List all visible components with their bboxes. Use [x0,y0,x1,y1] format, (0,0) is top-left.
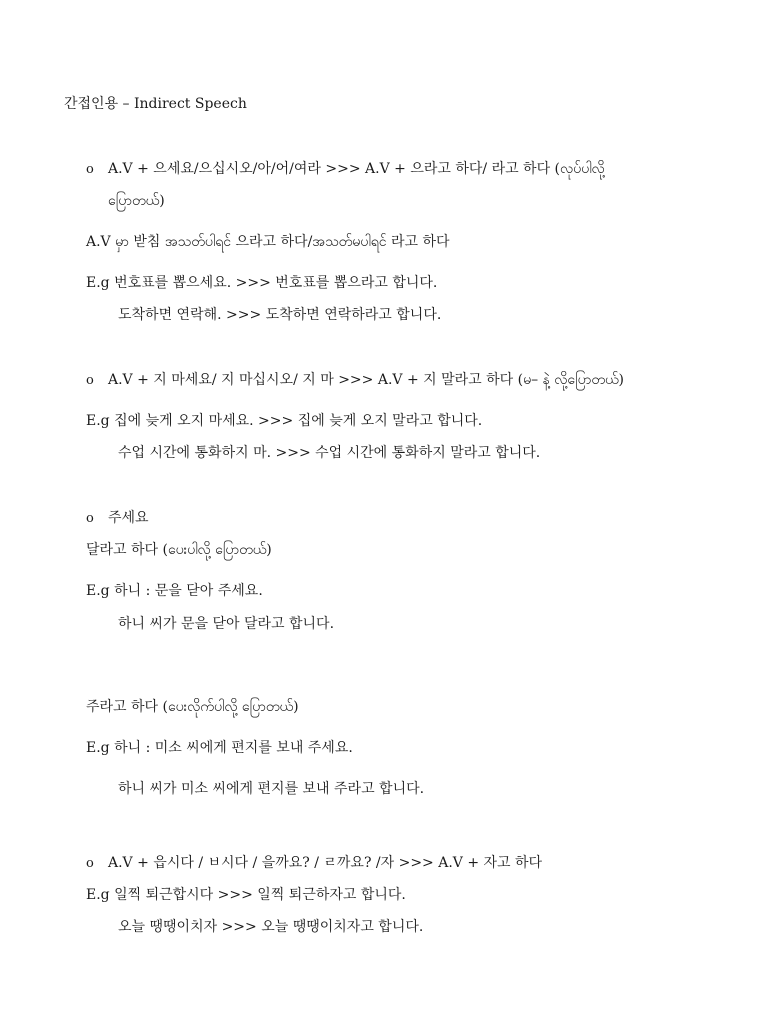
bullet-icon: o [86,162,94,177]
example-line: E.g 하니 : 문을 닫아 주세요. [86,583,263,599]
example-line: 도착하면 연락해. >>> 도착하면 연락하라고 합니다. [118,307,442,323]
rule-line: A.V + 으세요/으십시오/아/어/여라 >>> A.V + 으라고 하다/ 라고 하다 (လုပ်ပါလို့ [108,161,605,177]
page-title: 간접인용 – Indirect Speech [64,96,247,112]
rule-line: A.V + 지 마세요/ 지 마십시오/ 지 마 >>> A.V + 지 말라고 하다 (မ– နဲ့ လို့ပြောတယ်) [108,372,625,388]
example-line: 하니 씨가 문을 닫아 달라고 합니다. [118,616,335,632]
example-line: E.g 하니 : 미소 씨에게 편지를 보내 주세요. [86,740,353,756]
rule-note: A.V မှာ 받침 အသတ်ပါရင် 으라고 하다/အသတ်မပါရင် 라고 하다 [86,234,450,250]
rule-note: 주라고 하다 (ပေးလိုက်ပါလို့ ပြောတယ်) [86,699,299,715]
example-line: E.g 집에 늦게 오지 마세요. >>> 집에 늦게 오지 말라고 합니다. [86,413,483,429]
bullet-icon: o [86,511,94,526]
example-line: E.g 일찍 퇴근합시다 >>> 일찍 퇴근하자고 합니다. [86,887,406,903]
example-line: 오늘 땡땡이치자 >>> 오늘 땡땡이치자고 합니다. [118,919,424,935]
bullet-icon: o [86,373,94,388]
rule-note: 달라고 하다 (ပေးပါလို့ ပြောတယ်) [86,542,272,558]
rule-line: 주세요 [108,510,149,526]
rule-line: A.V + 읍시다 / ㅂ시다 / 을까요? / ㄹ까요? /자 >>> A.V + 자고 하다 [108,855,543,871]
rule-line-continued: ပြောတယ်) [108,193,165,209]
example-line: 수업 시간에 통화하지 마. >>> 수업 시간에 통화하지 말라고 합니다. [118,445,541,461]
example-line: 하니 씨가 미소 씨에게 편지를 보내 주라고 합니다. [118,781,425,797]
bullet-icon: o [86,856,94,871]
example-line: E.g 번호표를 뽑으세요. >>> 번호표를 뽑으라고 합니다. [86,275,438,291]
